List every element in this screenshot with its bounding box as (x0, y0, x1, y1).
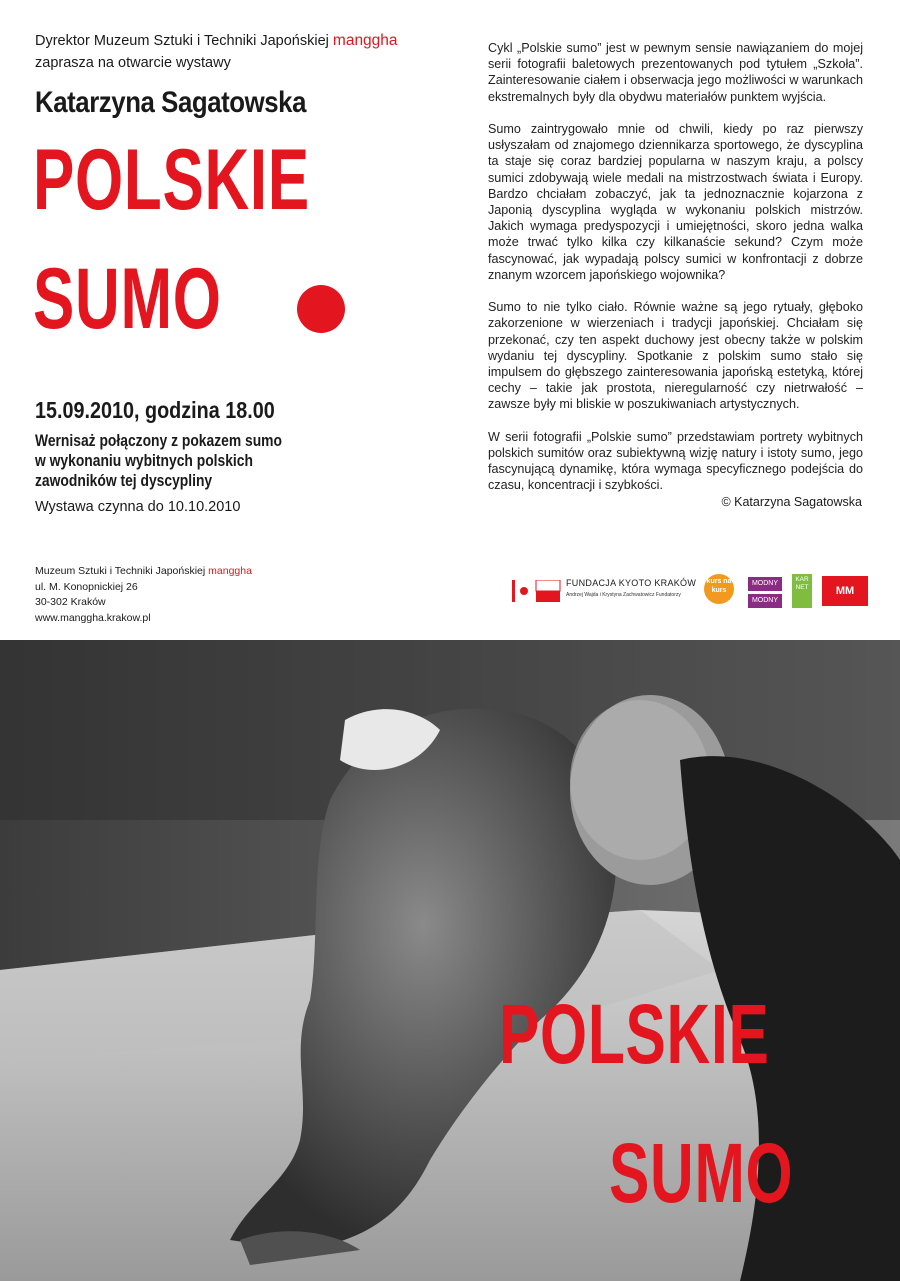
description-paragraph: Sumo zaintrygowało mnie od chwili, kiedy po raz pierwszy usłyszałam od znajomego dziennikarza sportowego, że dyscyplina ta staje się coraz bardziej popularna w naszym kraju, a polscy sumici zdobywają wiele medali na mistrzostwach świata i Europy. Bardzo chciałam zobaczyć, jak ta jednoznacznie kojarzona z Japonią dyscyplina wygląda w wykonaniu polskich mistrzów. Jakich wymaga predyspozycji i umiejętności, skoro jedna walka może trwać tylko kilka czy kilkanaście sekund? Czym może fascynować, jak wypadają polscy sumici w konfrontacji z dobrze znanym wzorcem japońskiego wojownika? (488, 122, 863, 282)
copyright-note: © Katarzyna Sagatowska (721, 495, 862, 509)
open-until: Wystawa czynna do 10.10.2010 (35, 499, 241, 515)
museum-name: Muzeum Sztuki i Techniki Japońskiej (35, 565, 206, 577)
sponsor-logos (512, 572, 872, 612)
intro-line-1 (35, 30, 398, 52)
director-text: Dyrektor Muzeum Sztuki i Techniki Japońskiej (35, 33, 329, 49)
vernissage-line: zawodników tej dyscypliny (35, 472, 213, 490)
exhibition-description (488, 40, 863, 510)
manggha-brand-small: manggha (208, 565, 252, 577)
karnet-logo: KAR NET (792, 574, 812, 608)
modny-logo-secondary: MODNY (748, 594, 782, 608)
red-dot-emblem (297, 285, 345, 333)
modny-logo: MODNY (748, 577, 782, 591)
manggha-brand: manggha (332, 32, 398, 49)
vernissage-info (35, 431, 282, 491)
museum-address (35, 564, 252, 626)
intro-line-2: zaprasza na otwarcie wystawy (35, 55, 231, 71)
kyoto-foundation-logo: FUNDACJA KYOTO KRAKÓW (566, 578, 697, 588)
vernissage-line: Wernisaż połączony z pokazem sumo (35, 432, 282, 450)
photo-title-line-1: POLSKIE (499, 987, 770, 1081)
description-paragraph: Cykl „Polskie sumo” jest w pewnym sensie nawiązaniem do mojej serii fotografii baletowych prezentowanych pod tytułem „Szkoła”. Zainteresowanie ciałem i obserwacja jego możliwości w warunkach ekstremalnych były dla obydwu materiałów punktem wyjścia. (488, 41, 863, 104)
artist-name: Katarzyna Sagatowska (35, 86, 307, 119)
poster-header (0, 0, 900, 640)
description-paragraph: W serii fotografii „Polskie sumo” przedstawiam portrety wybitnych polskich sumitów oraz subiektywną wizję natury i istoty sumo, jego fascynującą dynamikę, która wymaga specyficznego podejścia do czasu, koncentracji i szybkości. (488, 429, 863, 493)
address-street: ul. M. Konopnickiej 26 (35, 580, 138, 593)
address-name-line (35, 564, 252, 580)
kurs-na-kurs-logo: kurs na kurs (704, 574, 734, 604)
mm-logo: MM (822, 576, 868, 606)
description-paragraph: Sumo to nie tylko ciało. Równie ważne są jego rytuały, głęboko zakorzenione w wierzeniach i tradycji japońskiej. Chciałam się przekonać, czy ten aspekt duchowy jest obecny także w polskim wydaniu tej dyscypliny. Spotkanie z polskim sumo stało się impulsem do głębszego zainteresowania japońską estetyką, której cechy – takie jak prostota, nieregularność czy nietrwałość – zawsze były mi bliskie w poszukiwaniach artystycznych. (488, 300, 863, 412)
exhibition-title-line-1: POLSKIE (33, 132, 310, 228)
kyoto-foundation-founders: Andrzej Wajda i Krystyna Zachwatowicz Fundatorzy (566, 592, 681, 598)
kyoto-foundation-flag-icon (512, 580, 562, 602)
opening-date: 15.09.2010, godzina 18.00 (35, 397, 275, 423)
museum-website[interactable]: www.manggha.krakow.pl (35, 611, 151, 624)
address-city: 30-302 Kraków (35, 596, 106, 608)
vernissage-line: w wykonaniu wybitnych polskich (35, 452, 253, 470)
invitation-intro (35, 30, 398, 74)
exhibition-title-line-2: SUMO (33, 251, 222, 347)
photo-title-line-2: SUMO (609, 1126, 794, 1220)
